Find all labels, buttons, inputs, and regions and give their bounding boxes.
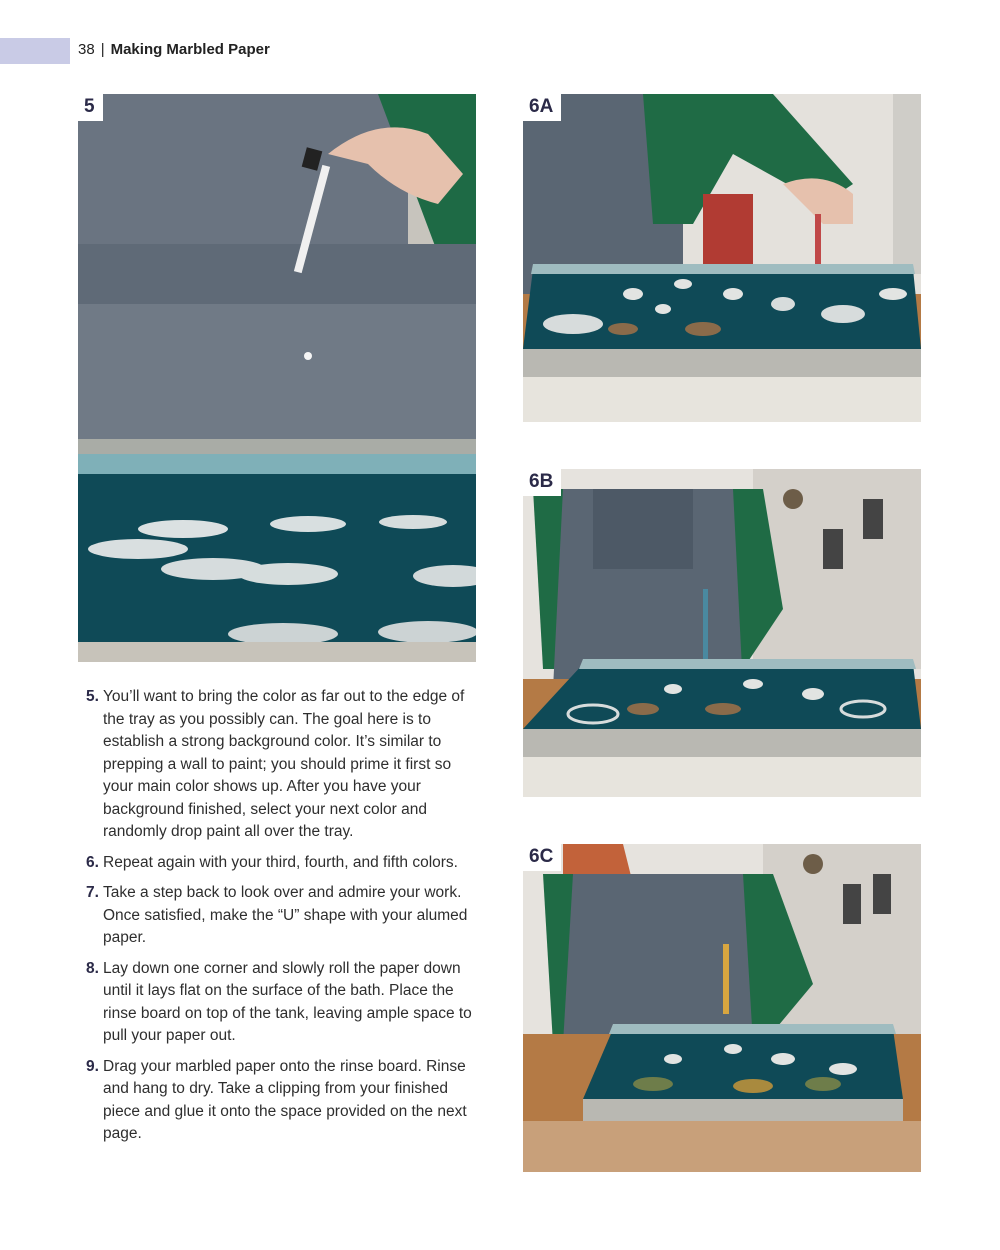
step-text: You’ll want to bring the color as far out to the edge of the tray as you possibly can. The goal here is to establish a strong background color. It’s similar to prepping a wall to paint; you should prime it first so your main color shows up. After you have your background finished, select your next color and randomly drop paint all over the tray. — [103, 688, 465, 840]
photo-label-5: 5 — [78, 94, 103, 121]
step-item — [86, 1056, 478, 1146]
step-number: 5. — [86, 688, 99, 705]
step-text: Repeat again with your third, fourth, and fifth colors. — [103, 853, 458, 871]
header-separator: | — [100, 41, 105, 58]
photo-label-6c: 6C — [523, 844, 561, 871]
step-item — [86, 686, 478, 844]
step-number: 6. — [86, 853, 99, 871]
page-number: 38 — [78, 41, 95, 58]
step-text: Take a step back to look over and admire your work. Once satisfied, make the “U” shape with your alumed paper. — [103, 884, 468, 946]
photo-step-6a-image — [523, 94, 921, 422]
photo-step-5 — [78, 94, 476, 662]
step-item — [86, 882, 478, 950]
photo-step-6c-image — [523, 844, 921, 1172]
instruction-list — [86, 686, 478, 1154]
step-number: 7. — [86, 884, 99, 901]
step-item — [86, 852, 478, 875]
step-text: Drag your marbled paper onto the rinse board. Rinse and hang to dry. Take a clipping from your finished piece and glue it onto the space provided on the next page. — [103, 1057, 467, 1142]
step-number: 8. — [86, 959, 99, 977]
photo-label-6b: 6B — [523, 469, 561, 496]
photo-step-6c — [523, 844, 921, 1172]
section-title: Making Marbled Paper — [110, 41, 270, 58]
step-text: Lay down one corner and slowly roll the paper down until it lays flat on the surface of the bath. Place the rinse board on top of the tank, leaving ample space to pull your paper out. — [103, 959, 472, 1044]
header-tab — [0, 38, 70, 64]
photo-step-6b-image — [523, 469, 921, 797]
running-header — [78, 41, 270, 58]
photo-label-6a: 6A — [523, 94, 561, 121]
photo-step-6a — [523, 94, 921, 422]
photo-step-6b — [523, 469, 921, 797]
photo-step-5-image — [78, 94, 476, 662]
step-number: 9. — [86, 1057, 99, 1075]
step-item — [86, 958, 478, 1048]
